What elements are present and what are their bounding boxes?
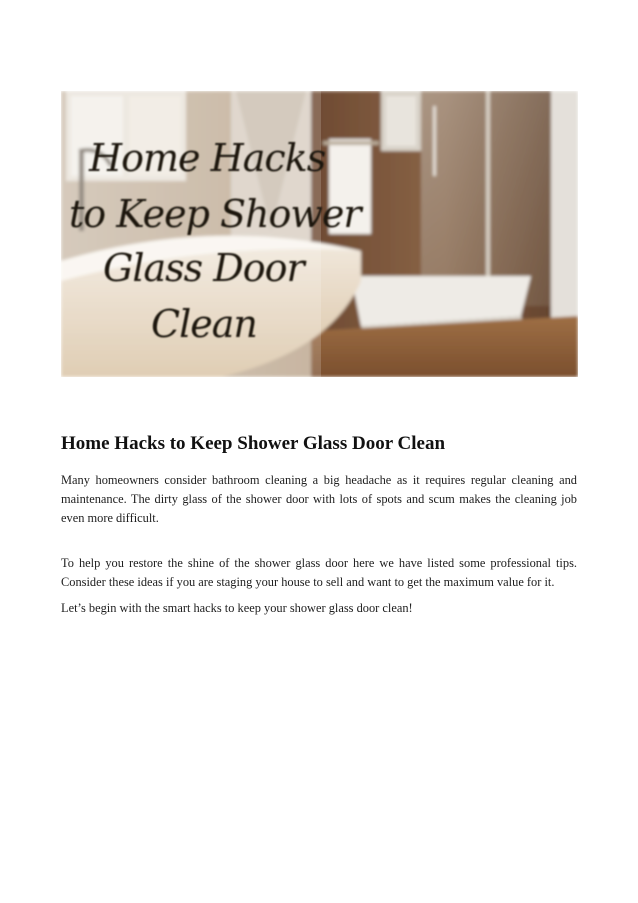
hero-title-line-2: to Keep Shower xyxy=(69,192,361,236)
paragraph-begin: Let’s begin with the smart hacks to keep your shower glass door clean! xyxy=(61,601,413,615)
hero-title-line-1: Home Hacks xyxy=(89,136,326,180)
hero-illustration xyxy=(61,91,578,377)
paragraph-intro: Many homeowners consider bathroom cleaning a big headache as it requires regular cleaning and maintenance. The dirty glass of the shower door with lots of spots and scum makes the cleaning job even more difficult. xyxy=(61,473,577,525)
hero-title-line-4: Clean xyxy=(151,302,257,346)
article-body xyxy=(61,430,577,618)
hero-image xyxy=(61,91,578,377)
article-heading: Home Hacks to Keep Shower Glass Door Clean xyxy=(61,433,446,454)
hero-title-line-3: Glass Door xyxy=(103,246,304,290)
paragraph-tips: To help you restore the shine of the shower glass door here we have listed some professional tips. Consider these ideas if you are staging your house to sell and want to get the maximum value for it. xyxy=(61,556,577,589)
